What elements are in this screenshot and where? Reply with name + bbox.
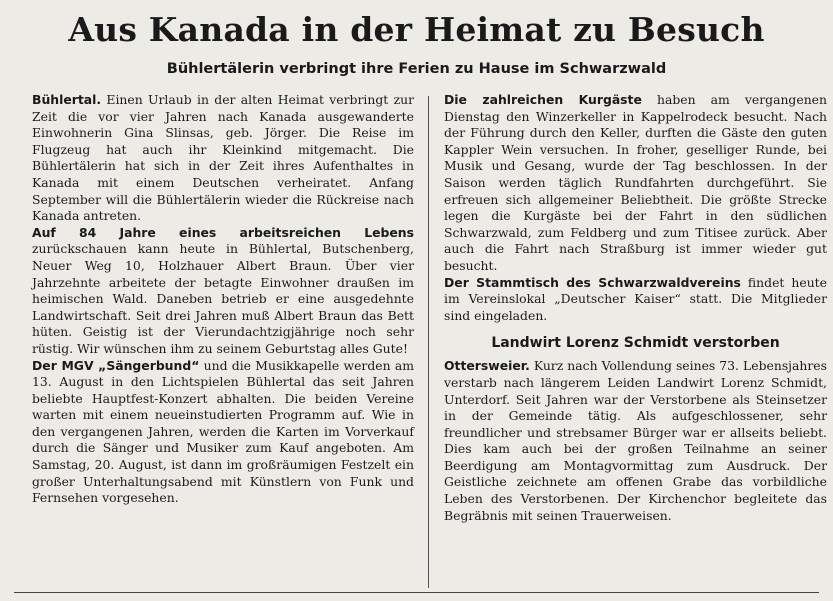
paragraph-text: zurückschauen kann heute in Bühlertal, Butschenberg, Neuer Weg 10, Holzhauer Albert Braun. Über vier Jahrzehnte arbeitete der betagte Einwohner draußen im heimischen Wald. Daneben betrieb er eine ausgedehnte Landwirtschaft. Seit drei Jahren muß Albert Braun das Bett hüten. Geistig ist der Vierundachtzigjährige noch sehr rüstig. Wir wünschen ihm zu seinem Geburtstag alles Gute! [32,241,414,356]
second-article-headline: Landwirt Lorenz Schmidt verstorben [491,335,780,352]
right-column [444,92,827,524]
article-paragraph [32,92,414,225]
article-paragraph [32,225,414,358]
article-paragraph [444,275,827,325]
paragraph-lead: Der Stammtisch des Schwarzwaldvereins [444,274,741,290]
paragraph-text: Kurz nach Vollendung seines 73. Lebensjahres verstarb nach längerem Leiden Landwirt Lorenz Schmidt, Unterdorf. Seit Jahren war der Verstorbene als Steinsetzer in der Gemeinde tätig. Als aufgeschlossener, sehr freundlicher und strebsamer Bürger war er allseits beliebt. Dies kam auch bei der großen Teilnahme an seiner Beerdigung am Montagvormittag zum Ausdruck. Der Geistliche zeichnete am offenen Grabe das vorbildliche Leben des Verstorbenen. Der Kirchenchor begleitete das Begräbnis mit seinen Trauerweisen. [444,358,827,523]
paragraph-text: findet heute im Vereinslokal „Deutscher Kaiser“ statt. Die Mitglieder sind eingeladen. [444,274,827,323]
article-paragraph [444,358,827,524]
paragraph-lead: Der MGV „Sängerbund“ [32,357,200,373]
paragraph-lead: Die zahlreichen Kurgäste [444,92,642,107]
article-paragraph [444,92,827,275]
bottom-rule [14,592,819,593]
paragraph-text: haben am vergangenen Dienstag den Winzerkeller in Kappelrodeck besucht. Nach der Führung durch den Keller, durften die Gäste den guten Kappler Wein versuchen. In froher, geselliger Runde, bei Musik und Gesang, wurde der Tag beschlossen. In der Saison werden täglich Rundfahrten durchgeführt. Sie erfreuen sich allgemeiner Beliebtheit. Die größte Strecke legen die Kurgäste bei der Fahrt in den südlichen Schwarzwald, zum Feldberg und zum Titisee zurück. Aber auch die Fahrt nach Straßburg ist immer wieder gut besucht. [444,92,827,273]
paragraph-lead: Bühlertal. [32,92,102,107]
paragraph-text: und die Musikkapelle werden am 13. August in den Lichtspielen Bühlertal das seit Jahren beliebte Hauptfest-Konzert abhalten. Die beiden Vereine warten mit einem neueinstudierten Programm auf. Wie in den vergangenen Jahren, werden die Karten im Vorverkauf durch die Sänger und Musiker zum Kauf angeboten. Am Samstag, 20. August, ist dann im großräumigen Festzelt ein großer Unterhaltungsabend mit Künstlern von Funk und Fernsehen vorgesehen. [32,357,414,506]
paragraph-text: Einen Urlaub in der alten Heimat verbringt zur Zeit die vor vier Jahren nach Kanada ausgewanderte Einwohnerin Gina Slinsas, geb. Jörger. Die Reise im Flugzeug hat auch ihr Kleinkind mitgemacht. Die Bühlertälerin hat sich in der Zeit ihres Aufenthaltes in Kanada mit einem Deutschen verheiratet. Anfang September will die Bühlertälerin wieder die Rückreise nach Kanada antreten. [32,92,414,224]
left-column [32,92,414,507]
paragraph-lead: Auf 84 Jahre eines arbeitsreichen Lebens [32,224,414,240]
article-paragraph [32,358,414,507]
subheadline: Bühlertälerin verbringt ihre Ferien zu Hause im Schwarzwald [166,61,667,77]
column-divider [428,96,429,588]
headline: Aus Kanada in der Heimat zu Besuch [68,10,765,49]
paragraph-lead: Ottersweier. [444,358,530,374]
